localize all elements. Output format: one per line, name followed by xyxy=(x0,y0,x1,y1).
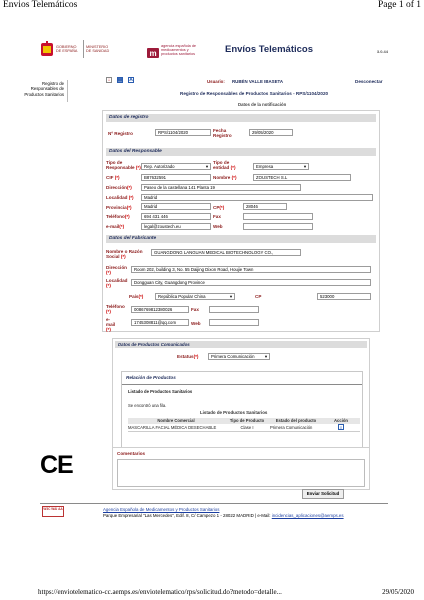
col-estado-producto[interactable]: Estado del producto xyxy=(275,418,317,423)
chevron-down-icon: ▾ xyxy=(303,164,306,169)
ce-mark: CE xyxy=(40,451,73,479)
print-url: https://enviotelematico-cc.aemps.es/enviotelematico/rps/solicitud.do?metodo=detalle... xyxy=(38,588,282,596)
nombre-field: ZOUSTECH S.L xyxy=(253,174,351,181)
nombre-label: Nombre (*) xyxy=(213,175,237,180)
relacion-divider xyxy=(122,384,362,385)
support-email-link[interactable]: incidencias_aplicaciones@aemps.es xyxy=(271,513,344,518)
gov-label: GOBIERNO DE ESPAÑA xyxy=(56,45,78,54)
print-icon[interactable]: ▦ xyxy=(117,77,123,83)
email-label: e-mail(*) xyxy=(106,224,125,229)
fecha-registro-label: Fecha Registro xyxy=(213,128,232,138)
email-field: legal@zoustech.eu xyxy=(141,223,211,230)
view-detail-icon[interactable]: ⌕ xyxy=(339,425,343,430)
w3c-wai-badge[interactable]: W3C WAI AA xyxy=(42,506,64,517)
page-heading: Registro de Responsables de Productos Sanitarios - RPS/1104/2020 xyxy=(180,91,329,96)
fab-web-field xyxy=(209,319,259,326)
fab-localidad-field: Dongguan City, Guangdong Province xyxy=(131,279,371,286)
fab-pais-label: País(*) xyxy=(129,294,144,299)
table-row xyxy=(128,424,360,432)
ministry-label: MINISTERIO DE SANIDAD xyxy=(86,45,110,54)
fab-nombre-field: GUANGDONG LANGUAN MEDICAL BIOTECHNOLOGY CO., xyxy=(151,249,301,256)
web-label: Web xyxy=(213,224,223,229)
listado-label: Listado de Productos Sanitarios xyxy=(128,389,193,394)
pdf-icon[interactable]: ↓ xyxy=(107,77,111,83)
web-field xyxy=(243,223,313,230)
version-number: 3.0.44 xyxy=(376,49,388,54)
user-name: RUBÉN VALLE IBASETA xyxy=(232,79,284,84)
fab-pais-select[interactable]: República Popular China ▾ xyxy=(155,293,235,300)
fab-direccion-label: Dirección (*) xyxy=(106,265,127,275)
section-responsable-header: Datos del Responsable xyxy=(106,148,376,156)
section-registro-header: Datos de registro xyxy=(106,114,376,122)
font-size-icon[interactable]: A xyxy=(129,77,133,83)
fab-fax-field xyxy=(209,306,259,313)
header-divider xyxy=(83,40,84,58)
fab-email-label: e- mail (*) xyxy=(106,317,116,332)
direccion-field: Paseo de la castellana 141 Planta 19 xyxy=(141,184,301,191)
chevron-down-icon: ▾ xyxy=(264,354,267,359)
relacion-title: Relación de Productos xyxy=(126,375,176,380)
localidad-field: Madrid xyxy=(141,194,373,201)
fab-cp-label: CP xyxy=(255,294,262,299)
nav-divider xyxy=(67,80,68,102)
cell-nombre-comercial: MASCARILLA FACIAL MÉDICA DESECHABLE xyxy=(128,425,217,430)
products-table xyxy=(128,418,360,432)
aemps-logo-icon xyxy=(147,45,159,58)
telefono-label: Teléfono(*) xyxy=(106,214,130,219)
cp-label: CP(*) xyxy=(213,205,225,210)
cif-label: CIF (*) xyxy=(106,175,120,180)
estatus-label: Estatus(*) xyxy=(177,354,199,359)
footer-address: Parque Empresarial "Las Mercedes", Edif. 8, C/ Campezo 1 - 28022 MADRID | e-Mail: incidencias_aplicaciones@aemps.es xyxy=(103,513,344,518)
found-rows-text: Se encontró una fila. xyxy=(128,403,167,408)
table-title: Listado de Productos Sanitarios xyxy=(200,410,268,415)
tipo-responsable-label: Tipo de Responsable (*) xyxy=(106,160,141,170)
localidad-label: Localidad (*) xyxy=(106,195,134,200)
fab-fax-label: Fax xyxy=(191,307,199,312)
provincia-label: Provincia(*) xyxy=(106,205,132,210)
tipo-entidad-select[interactable]: Empresa ▾ xyxy=(253,163,309,170)
provincia-field: Madrid xyxy=(141,203,211,210)
agency-label: agencia española de medicamentos y productos sanitarios xyxy=(161,44,197,57)
fax-field xyxy=(243,213,313,220)
print-page-title: Envios Telemáticos xyxy=(3,0,78,10)
cp-field: 28046 xyxy=(243,203,287,210)
sub-heading: Datos de la notificación xyxy=(238,102,287,107)
print-date: 29/05/2020 xyxy=(382,588,414,596)
comentarios-panel xyxy=(112,447,370,490)
section-fabricante-header: Datos del Fabricante xyxy=(106,235,376,243)
section-productos-header: Datos de Productos Comunicados xyxy=(115,341,367,348)
tipo-responsable-select[interactable]: Rep. Autorizado ▾ xyxy=(141,163,211,170)
fab-telefono-field: 0086769812380026 xyxy=(131,306,189,313)
header-banner xyxy=(40,40,388,62)
col-nombre-comercial[interactable]: Nombre Comercial xyxy=(157,418,195,423)
num-registro-label: Nº Registro xyxy=(108,131,133,136)
fab-localidad-label: Localidad (*) xyxy=(106,278,128,288)
agency-footer-link[interactable]: Agencia Española de Medicamentos y Productos Sanitarios xyxy=(103,507,220,512)
fab-telefono-label: Teléfono (*) xyxy=(106,304,125,314)
fab-web-label: Web xyxy=(191,321,201,326)
fax-label: Fax xyxy=(213,214,221,219)
app-title: Envíos Telemáticos xyxy=(225,44,313,55)
cell-accion xyxy=(322,424,360,431)
left-nav-label: Registro de Responsables de Productos Sanitarios xyxy=(24,81,64,97)
comentarios-label: Comentarios xyxy=(117,451,146,456)
fab-direccion-field: Room 202, building 3, No. 55 Daijing Dixon Road, Houjie Town xyxy=(131,266,371,273)
fecha-registro-field: 29/05/2020 xyxy=(249,129,293,136)
submit-button[interactable]: Enviar Solicitud xyxy=(302,489,344,499)
fab-nombre-label: Nombre o Razón Social (*) xyxy=(106,249,143,259)
col-accion: Acción xyxy=(334,418,348,423)
user-label: Usuario: xyxy=(207,79,225,84)
fab-cp-field: 523000 xyxy=(317,293,371,300)
direccion-label: Dirección(*) xyxy=(106,185,132,190)
comentarios-textarea[interactable] xyxy=(117,459,365,487)
telefono-field: 694 431 446 xyxy=(141,213,211,220)
num-registro-field: RPS/1104/2020 xyxy=(155,129,211,136)
fab-email-field: 1745308811@qq.com xyxy=(131,319,189,326)
chevron-down-icon: ▾ xyxy=(205,164,208,169)
print-page-indicator: Page 1 of 1 xyxy=(377,0,421,10)
logout-link[interactable]: Desconectar xyxy=(355,79,383,84)
chevron-down-icon: ▾ xyxy=(229,294,232,299)
estatus-select[interactable]: Primera Comunicación ▾ xyxy=(208,353,270,360)
cell-tipo-producto: Clase I xyxy=(240,425,254,430)
form-container xyxy=(102,110,380,332)
footer-divider xyxy=(40,503,388,504)
spain-coat-of-arms-icon xyxy=(40,41,54,58)
cif-field: B87632591 xyxy=(141,174,211,181)
col-tipo-producto[interactable]: Tipo de Producto xyxy=(229,418,265,423)
tipo-entidad-label: Tipo de entidad (*) xyxy=(213,160,236,170)
svg-text:m: m xyxy=(149,49,157,58)
cell-estado-producto: Primera Comunicación xyxy=(270,425,313,430)
